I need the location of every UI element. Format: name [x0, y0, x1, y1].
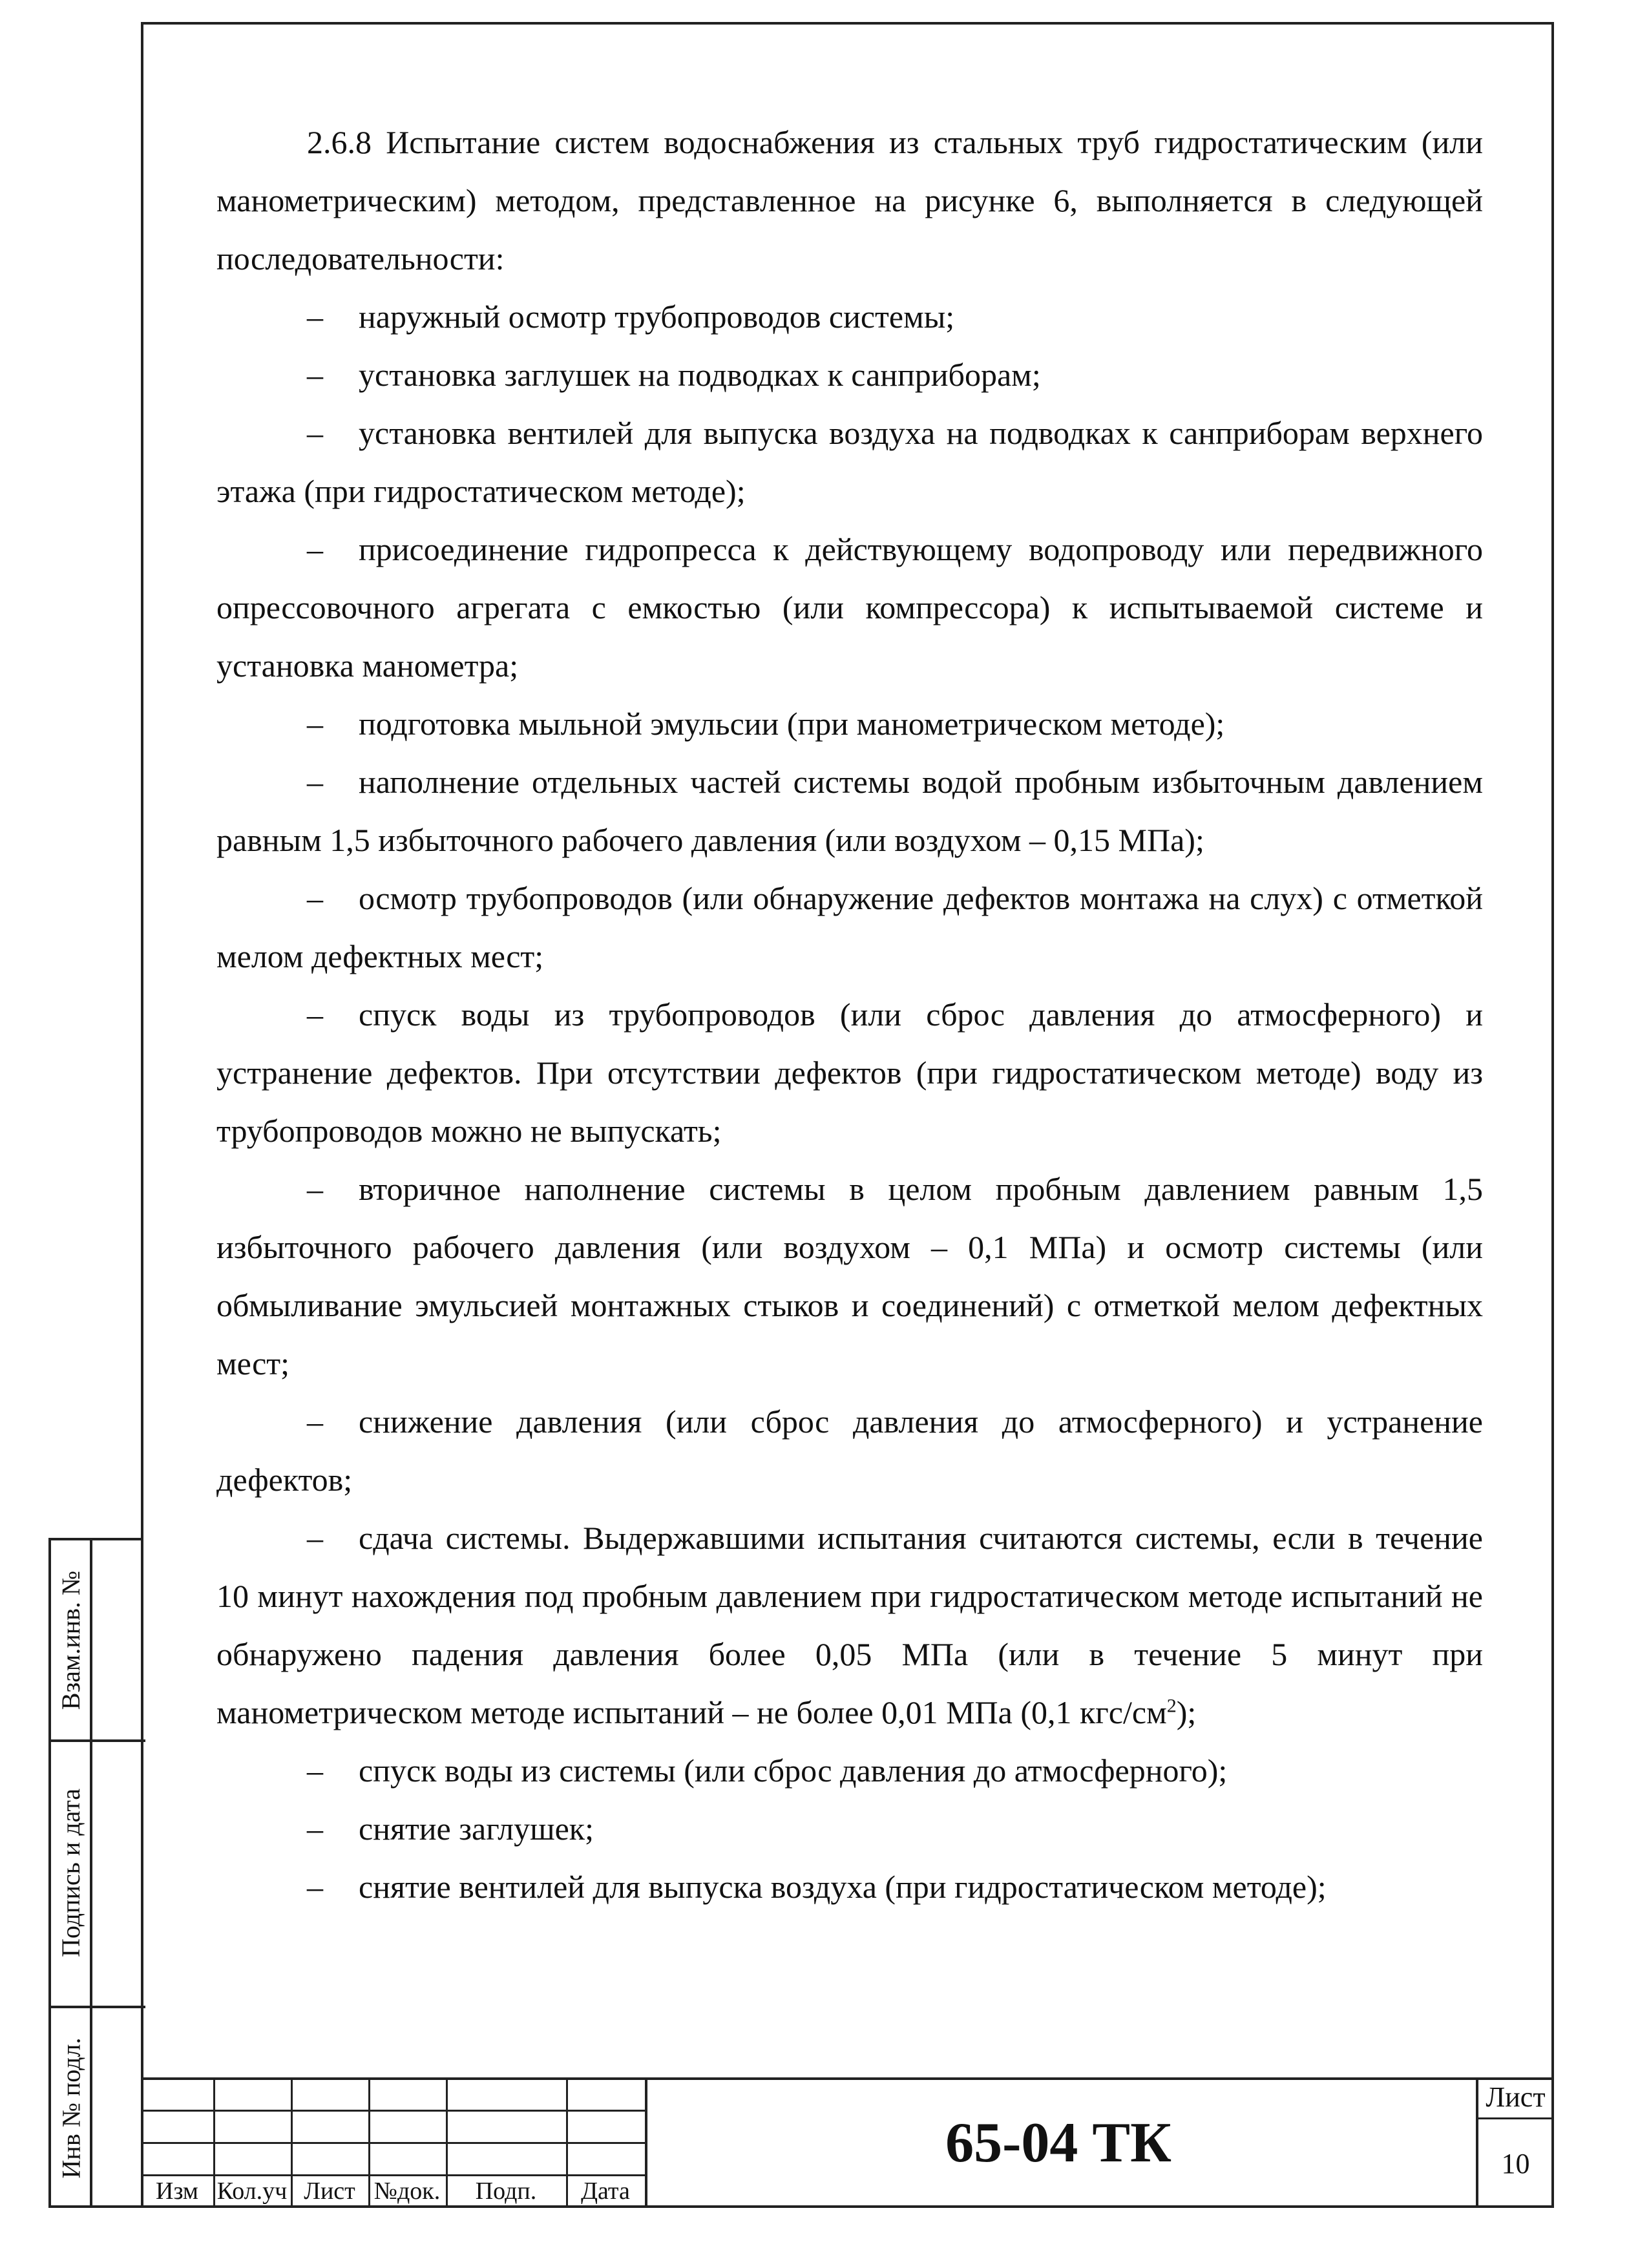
list-item-text: установка заглушек на подводках к санприборам; — [359, 357, 1041, 393]
document-code: 65-04 ТК — [945, 2111, 1171, 2174]
intro-paragraph: 2.6.8 Испытание систем водоснабжения из стальных труб гидростатическим (или манометрическим) методом, представленное на рисунке 6, выполняется в следующей последовательности: — [216, 124, 1483, 277]
list-item — [216, 288, 1483, 346]
side-label-top: Взам.инв. № — [56, 1570, 86, 1710]
dash-marker: – — [307, 1869, 323, 1905]
list-item-text: присоединение гидропресса к действующему водопроводу или передвижного опрессовочного агрегата с емкостью (или компрессора) к испытываемой системе и установка манометра; — [216, 531, 1483, 684]
side-label-mid: Подпись и дата — [56, 1788, 86, 1957]
list-item — [216, 1160, 1483, 1392]
dash-marker: – — [307, 1403, 323, 1440]
column-label-qty: Кол.уч — [216, 2178, 288, 2205]
column-label-change: Изм — [156, 2178, 198, 2205]
dash-marker: – — [307, 415, 323, 451]
list-item-text: спуск воды из системы (или сброс давления до атмосферного); — [359, 1752, 1228, 1789]
dash-marker: – — [307, 764, 323, 800]
list-item-text: наполнение отдельных частей системы водой пробным избыточным давлением равным 1,5 избыточного рабочего давления (или воздухом – 0,15 МПа); — [216, 764, 1483, 858]
side-field-signature — [52, 1739, 90, 2006]
side-divider — [90, 1540, 92, 2205]
column-label-signature: Подп. — [475, 2178, 537, 2205]
dash-marker: – — [307, 706, 323, 742]
dash-marker: – — [307, 299, 323, 335]
title-block-grid-line — [141, 2110, 645, 2112]
list-item — [216, 1800, 1483, 1858]
list-item-text-end: ); — [1176, 1694, 1197, 1730]
dash-marker: – — [307, 1171, 323, 1207]
list-item-text: осмотр трубопроводов (или обнаружение дефектов монтажа на слух) с отметкой мелом дефектных мест; — [216, 880, 1483, 974]
list-item — [216, 1858, 1483, 1916]
column-label-sheet: Лист — [304, 2178, 355, 2205]
side-label-bot: Инв № подл. — [56, 2037, 86, 2179]
list-item-text: вторичное наполнение системы в целом пробным давлением равным 1,5 избыточного рабочего давления (или воздухом – 0,1 МПа) и осмотр системы (или обмыливание эмульсией монтажных стыков и соединений) с отметкой мелом дефектных мест; — [216, 1171, 1483, 1381]
dash-marker: – — [307, 1752, 323, 1789]
list-item — [216, 695, 1483, 753]
title-block-grid-line — [141, 2142, 645, 2144]
dash-marker: – — [307, 357, 323, 393]
list-item — [216, 1741, 1483, 1800]
list-item-text: снятие заглушек; — [359, 1811, 594, 1847]
list-item — [216, 985, 1483, 1160]
side-stamp-strip — [48, 1538, 143, 2208]
list-item — [216, 753, 1483, 869]
dash-marker: – — [307, 1811, 323, 1847]
sheet-label: Лист — [1486, 2081, 1546, 2113]
column-label-doc-no: №док. — [373, 2178, 441, 2205]
dash-marker: – — [307, 531, 323, 567]
list-item-text: подготовка мыльной эмульсии (при манометрическом методе); — [359, 706, 1225, 742]
list-item — [216, 346, 1483, 404]
list-item-text: снижение давления (или сброс давления до атмосферного) и устранение дефектов; — [216, 1403, 1483, 1498]
list-item — [216, 1392, 1483, 1509]
side-field-replaced-inv — [52, 1540, 90, 1739]
list-item — [216, 404, 1483, 520]
list-item-acceptance — [216, 1509, 1483, 1741]
list-item-text: установка вентилей для выпуска воздуха на подводках к санприборам верхнего этажа (при гидростатическом методе); — [216, 415, 1483, 509]
list-item-text: наружный осмотр трубопроводов системы; — [359, 299, 955, 335]
dash-marker: – — [307, 880, 323, 916]
list-item-text: снятие вентилей для выпуска воздуха (при гидростатическом методе); — [359, 1869, 1327, 1905]
list-item-text: спуск воды из трубопроводов (или сброс давления до атмосферного) и устранение дефектов. При отсутствии дефектов (при гидростатическом методе) воду из трубопроводов можно не выпускать; — [216, 996, 1483, 1149]
side-field-original-inv — [52, 2006, 90, 2210]
document-body — [216, 113, 1483, 1916]
column-label-date: Дата — [581, 2178, 630, 2205]
sheet-number: 10 — [1501, 2147, 1530, 2179]
title-block — [141, 2077, 1554, 2208]
list-item — [216, 869, 1483, 985]
superscript-exponent: 2 — [1166, 1695, 1177, 1717]
dash-marker: – — [307, 1520, 323, 1556]
list-item — [216, 520, 1483, 695]
list-item-text: сдача системы. Выдержавшими испытания считаются системы, если в течение 10 минут нахождения под пробным давлением при гидростатическом методе испытаний не обнаружено падения давления более 0,05 МПа (или в течение 5 минут при манометрическом методе испытаний – не более 0,01 МПа (0,1 кгс/см — [216, 1520, 1483, 1730]
dash-marker: – — [307, 996, 323, 1033]
